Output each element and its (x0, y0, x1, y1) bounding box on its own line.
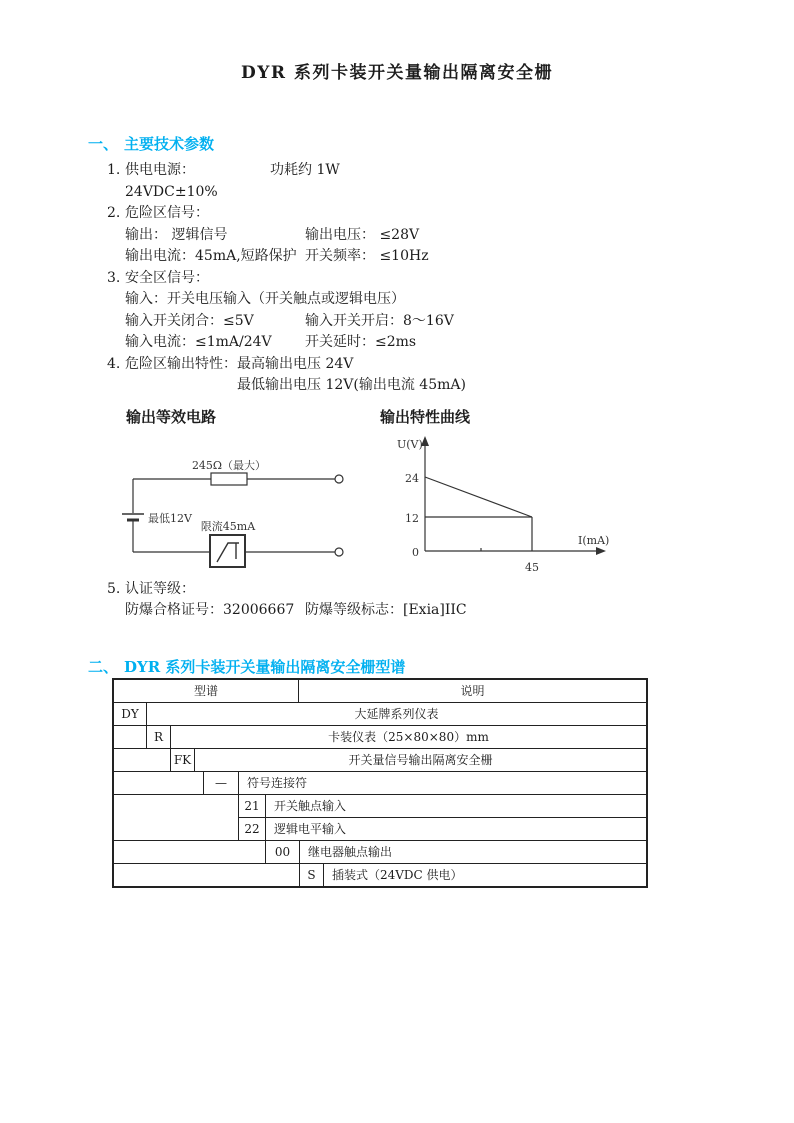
spec-value: 最高输出电压 24V (237, 355, 354, 372)
section2-heading (88, 659, 794, 676)
spec-label: 安全区信号： (125, 269, 209, 286)
section1-heading (88, 136, 794, 153)
table-row (114, 703, 646, 726)
desc-cell: 逻辑电平输入 (274, 822, 347, 836)
table-row (114, 864, 646, 886)
item-number: 4. (107, 355, 121, 372)
spec-label: 危险区信号： (125, 205, 209, 221)
model-spectrum-table (112, 678, 648, 888)
spec-label: 防爆合格证号：32006667 (125, 602, 295, 618)
terminal-bottom (335, 548, 343, 556)
spec-label: 输入电流：≤1mA/24V (125, 334, 272, 350)
spacer-cell (114, 841, 266, 863)
header-cell-description: 说明 (460, 684, 485, 698)
spec-value: 输出电压： ≤28V (305, 226, 420, 243)
desc-cell: 卡装仪表（25×80×80）mm (328, 730, 489, 744)
item-number: 2. (107, 205, 121, 221)
item-number: 1. (107, 162, 121, 178)
table-header-row (114, 680, 646, 703)
table-row (239, 795, 646, 818)
table-row (114, 772, 646, 795)
table-row-group (114, 795, 646, 841)
spec-value: 开关频率： ≤10Hz (305, 248, 429, 264)
table-row (114, 841, 646, 864)
table-row (114, 726, 646, 749)
desc-cell: 开关量信号输出隔离安全栅 (348, 753, 493, 767)
section2-number: 二、 (88, 657, 119, 676)
spec-value: 功耗约 1W (270, 162, 340, 178)
limiter-label: 限流45mA (200, 519, 256, 533)
code-cell: DY (114, 703, 147, 725)
terminal-top (335, 475, 343, 483)
spec-value: 输入开关开启：8～16V (305, 312, 454, 329)
code-cell: S (300, 864, 324, 886)
code-cell: R (147, 726, 171, 748)
spacer-cell-merged (114, 795, 239, 840)
spec-label: 输出： 逻辑信号 (125, 226, 228, 243)
spec-value: 输入：开关电压输入（开关触点或逻辑电压） (125, 291, 405, 307)
list-item (107, 579, 794, 622)
y-axis-label: U(V) (397, 437, 423, 451)
spec-label: 认证等级： (125, 580, 195, 597)
section2-title: DYR 系列卡装开关量输出隔离安全栅型谱 (124, 657, 406, 676)
code-cell: 00 (266, 841, 300, 863)
y-tick-24: 24 (405, 471, 419, 485)
x-axis-label: I(mA) (578, 533, 610, 547)
table-row (114, 749, 646, 772)
spec-value: 最低输出电压 12V(输出电流 45mA) (237, 377, 466, 393)
item-number: 5. (107, 580, 121, 597)
section1-title: 主要技术参数 (124, 135, 215, 153)
code-cell: 21 (239, 795, 266, 817)
resistor-symbol (211, 473, 247, 485)
circuit-diagram-title: 输出等效电路 (126, 407, 217, 426)
page-title: DYR 系列卡装开关量输出隔离安全栅 (241, 63, 553, 83)
battery-label: 最低12V (148, 511, 192, 525)
list-item (107, 354, 794, 397)
section1-number: 一、 (88, 135, 119, 153)
spec-label: 危险区输出特性： (125, 355, 237, 372)
desc-cell: 继电器触点输出 (308, 845, 393, 859)
spec-label: 输出电流：45mA,短路保护 (125, 248, 297, 264)
item-number: 3. (107, 269, 121, 286)
list-item (107, 203, 794, 268)
spacer-cell (114, 749, 171, 771)
resistor-label: 245Ω（最大） (191, 458, 267, 472)
diagram-area (0, 397, 794, 579)
spec-value: 开关延时：≤2ms (305, 334, 417, 350)
output-characteristic-chart (375, 430, 620, 580)
spacer-cell (114, 772, 204, 794)
table-row (239, 818, 646, 840)
code-cell: FK (171, 749, 195, 771)
characteristic-line (425, 477, 532, 517)
spacer-cell (114, 864, 300, 886)
x-tick-45: 45 (525, 560, 539, 574)
curve-diagram-title: 输出特性曲线 (380, 407, 471, 426)
y-tick-0: 0 (412, 545, 419, 559)
spec-list-continued (107, 579, 794, 622)
desc-cell: 大延牌系列仪表 (354, 707, 439, 721)
x-axis-arrow (596, 547, 606, 555)
spec-label: 供电电源：24VDC±10% (125, 162, 218, 200)
spec-value: 防爆等级标志：[Exia]IIC (305, 602, 467, 618)
list-item (107, 160, 794, 203)
desc-cell: 插装式（24VDC 供电） (332, 868, 463, 882)
spec-label: 输入开关闭合：≤5V (125, 312, 254, 329)
current-limiter-symbol (210, 535, 245, 567)
list-item (107, 268, 794, 354)
header-cell-model: 型谱 (114, 680, 299, 702)
code-cell: 22 (239, 818, 266, 840)
y-tick-12: 12 (405, 511, 419, 525)
spacer-cell (114, 726, 147, 748)
equivalent-circuit-diagram (118, 452, 353, 577)
code-cell: — (204, 772, 239, 794)
desc-cell: 符号连接符 (247, 776, 308, 790)
spec-list (107, 160, 794, 397)
desc-cell: 开关触点输入 (274, 799, 347, 813)
